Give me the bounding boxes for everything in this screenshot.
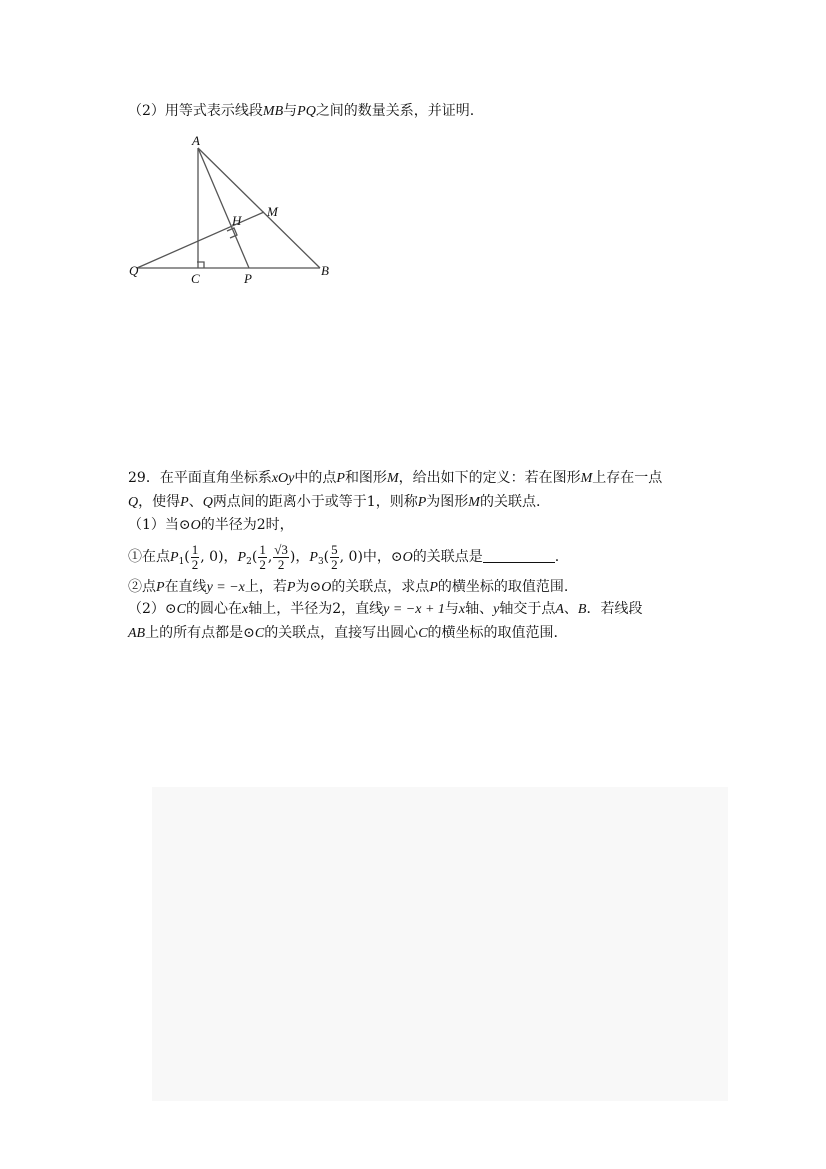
text: （2）用等式表示线段 <box>128 103 263 119</box>
math-var: B <box>577 602 587 617</box>
segment-label: PQ <box>297 104 316 119</box>
text: 的横坐标的取值范围. <box>437 579 569 595</box>
text: 轴交于点 <box>499 601 556 617</box>
math-var: Q <box>128 495 139 510</box>
math-var: P <box>336 471 345 486</box>
math-var: M <box>468 495 480 510</box>
fraction <box>191 543 200 572</box>
text: 在直线 <box>164 579 207 595</box>
text: . <box>554 549 560 565</box>
text: （2）⊙ <box>128 601 177 617</box>
q29-line1 <box>128 468 662 489</box>
math-var: C <box>418 626 428 641</box>
text: ．若线段 <box>586 601 643 617</box>
numerator: 1 <box>191 541 199 557</box>
text: 之间的数量关系，并证明. <box>315 103 475 119</box>
fraction <box>258 543 267 572</box>
segment-AB <box>198 148 320 268</box>
label-H: H <box>232 213 242 228</box>
answer-blank[interactable] <box>483 548 555 563</box>
math-var: x <box>458 602 466 617</box>
label-M: M <box>267 204 278 219</box>
math-var: P <box>237 550 247 565</box>
answer-area[interactable] <box>152 787 728 1101</box>
q29-line3 <box>128 515 294 536</box>
math-var: P <box>156 580 165 595</box>
label-C: C <box>191 271 200 286</box>
subscript: 1 <box>178 557 185 567</box>
math-var: AB <box>128 626 146 641</box>
math-var: y <box>493 602 500 617</box>
math-var: P <box>417 495 427 510</box>
text: 、 <box>188 494 203 510</box>
text: 中的点 <box>294 470 337 486</box>
numerator: √3 <box>274 541 288 557</box>
part2-question <box>128 101 474 122</box>
denominator: 2 <box>191 556 199 572</box>
math-var: O <box>321 580 332 595</box>
text: )， <box>289 549 310 565</box>
math-var: x <box>241 602 249 617</box>
q29-line7 <box>128 623 558 644</box>
text: 上，若 <box>244 579 287 595</box>
text: , 0)中，⊙ <box>339 549 403 565</box>
text: ，给出如下的定义：若在图形 <box>398 470 581 486</box>
math-var: O <box>402 550 413 565</box>
math-var: P <box>170 550 179 565</box>
text: 为图形 <box>426 494 469 510</box>
text: 上的所有点都是⊙ <box>145 625 255 641</box>
math-var: P <box>180 495 189 510</box>
subscript: 2 <box>246 557 252 567</box>
label-P: P <box>244 271 252 286</box>
text: 和图形 <box>344 470 387 486</box>
math-var: M <box>386 471 399 486</box>
text: 的半径为2时， <box>200 517 294 533</box>
text: 的关联点，求点 <box>331 579 430 595</box>
text: 两点间的距离小于或等于1，则称 <box>212 494 418 510</box>
math-var: C <box>254 626 265 641</box>
text: ，使得 <box>138 494 181 510</box>
text: 的关联点. <box>479 494 541 510</box>
math-var: P <box>286 580 296 595</box>
math-var: M <box>580 471 593 486</box>
math-var: xOy <box>271 471 295 486</box>
text: 上存在一点 <box>592 470 663 486</box>
text: 的圆心在 <box>185 601 242 617</box>
text: 29．在平面直角坐标系 <box>128 470 272 486</box>
label-A: A <box>192 133 200 148</box>
text: ②点 <box>128 579 156 595</box>
equation: y = −x + 1 <box>383 602 445 617</box>
text: 轴上，半径为2，直线 <box>248 601 384 617</box>
denominator: 2 <box>277 556 285 572</box>
subscript: 3 <box>317 557 324 567</box>
math-var: P <box>309 550 318 565</box>
math-var: P <box>429 580 438 595</box>
text: 的关联点，直接写出圆心 <box>264 625 419 641</box>
segment-label: MB <box>262 104 284 119</box>
q29-line5 <box>128 577 568 598</box>
denominator: 2 <box>331 556 338 572</box>
q29-line6 <box>128 599 642 620</box>
label-B: B <box>321 263 329 278</box>
math-var: A <box>555 602 564 617</box>
math-var: O <box>190 518 201 533</box>
q29-line2 <box>128 492 540 513</box>
label-Q: Q <box>129 263 139 278</box>
text: （1）当⊙ <box>128 517 191 533</box>
geometry-figure <box>120 128 340 288</box>
numerator: 1 <box>259 541 266 557</box>
segment-AP <box>198 148 249 268</box>
text: 的关联点是 <box>412 549 483 565</box>
equation: y = −x <box>206 580 245 595</box>
text: 与 <box>283 103 298 119</box>
numerator: 5 <box>331 541 338 557</box>
text: 轴、 <box>465 601 494 617</box>
text: 为⊙ <box>295 579 322 595</box>
q29-line4: ①在点$P_1$( $\frac{1}{2}$ , 0)，$P_2$( $\frac{1}{2}$ , $\frac{√3}{2}$ )，$P_3$( $\frac{5}{2}$ , 0)中，⊙O的关联点是 . <box>128 541 560 572</box>
fraction <box>330 543 339 572</box>
text: ①在点 <box>128 549 170 565</box>
text: , 0)， <box>200 549 238 565</box>
math-var: Q <box>202 495 213 510</box>
text: 与 <box>444 601 459 617</box>
math-var: C <box>176 602 186 617</box>
denominator: 2 <box>259 556 266 572</box>
text: 的横坐标的取值范围. <box>427 625 558 641</box>
fraction <box>273 543 289 572</box>
text: 、 <box>563 601 578 617</box>
